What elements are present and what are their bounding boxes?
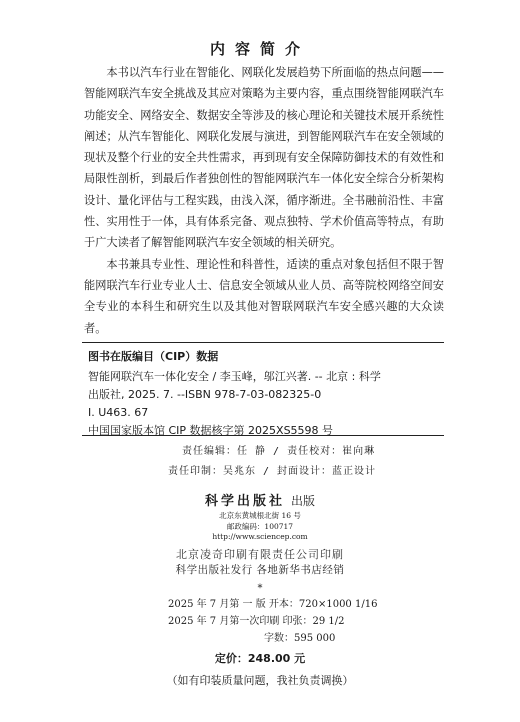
cip-heading: 图书在版编目（CIP）数据 <box>88 350 219 363</box>
word-count: 字数：595 000 <box>264 633 336 644</box>
cip-classification: Ⅰ. U463. 67 <box>88 406 149 419</box>
divider-top <box>82 342 444 343</box>
cip-record <box>88 348 444 440</box>
book-summary <box>84 62 444 339</box>
editor-credits: 责任编辑：任 静 / 责任校对：崔向琳 <box>182 446 376 457</box>
edition-line: 2025 年 7 月第 一 版 开本：720×1000 1/16 <box>168 599 378 610</box>
publisher-zip: 邮政编码：100717 <box>226 522 294 531</box>
publisher-url: http://www.sciencep.com <box>212 532 308 541</box>
cip-entry-line-2: 出版社, 2025. 7. --ISBN 978-7-03-082325-0 <box>88 388 322 401</box>
cip-entry <box>88 368 444 404</box>
distributor: 科学出版社发行 各地新华书店经销 <box>175 564 345 576</box>
printing-line: 2025 年 7 月第一次印刷 印张：29 1/2 <box>168 616 345 627</box>
summary-paragraph-2: 本书兼具专业性、理论性和科普性，适读的重点对象包括但不限于智能网联汽车行业专业人士、信息安全领域从业人员、高等院校网络空间安全专业的本科生和研究生以及其他对智联网联汽车安全感兴趣的大众读者。 <box>84 257 444 335</box>
publisher-name <box>0 490 520 509</box>
printer: 北京凌奇印刷有限责任公司印刷 <box>176 548 344 561</box>
publisher-suffix: 出版 <box>291 494 316 508</box>
print-specs <box>168 596 377 647</box>
separator-star: * <box>257 583 263 594</box>
production-credits: 责任印制：吴兆东 / 封面设计：蓝正设计 <box>168 466 377 477</box>
price: 定价：248.00 元 <box>214 652 306 665</box>
divider-bottom <box>82 435 444 436</box>
publisher-logo-text: 科学出版社 <box>204 494 285 509</box>
cip-record-number: 中国国家版本馆 CIP 数据核字第 2025XS5598 号 <box>88 424 334 437</box>
summary-paragraph-1: 本书以汽车行业在智能化、网联化发展趋势下所面临的热点问题——智能网联汽车安全挑战及其应对策略为主要内容，重点围绕智能网联汽车功能安全、网络安全、数据安全等涉及的核心理论和关键技术展开系统性阐述；从汽车智能化、网联化发展与演进，到智能网联汽车在安全领域的现状及整个行业的安全共性需求，再到现有安全保障防御技术的有效性和局限性剖析，到最后作者独创性的智能网联汽车一体化安全综合分析架构设计、量化评估与工程实践，由浅入深，循序渐进。全书融前沿性、丰富性、实用性于一体，具有体系完备、观点独特、学术价值高等特点，有助于广大读者了解智能网联汽车安全领域的相关研究。 <box>84 66 444 250</box>
cip-entry-line-1: 智能网联汽车一体化安全 / 李玉峰，邬江兴著. -- 北京 : 科学 <box>88 370 381 383</box>
quality-notice: （如有印装质量问题，我社负责调换） <box>166 674 354 687</box>
page-title: 内容简介 <box>209 40 310 58</box>
publisher-address: 北京东黄城根北街 16 号 <box>219 511 301 520</box>
